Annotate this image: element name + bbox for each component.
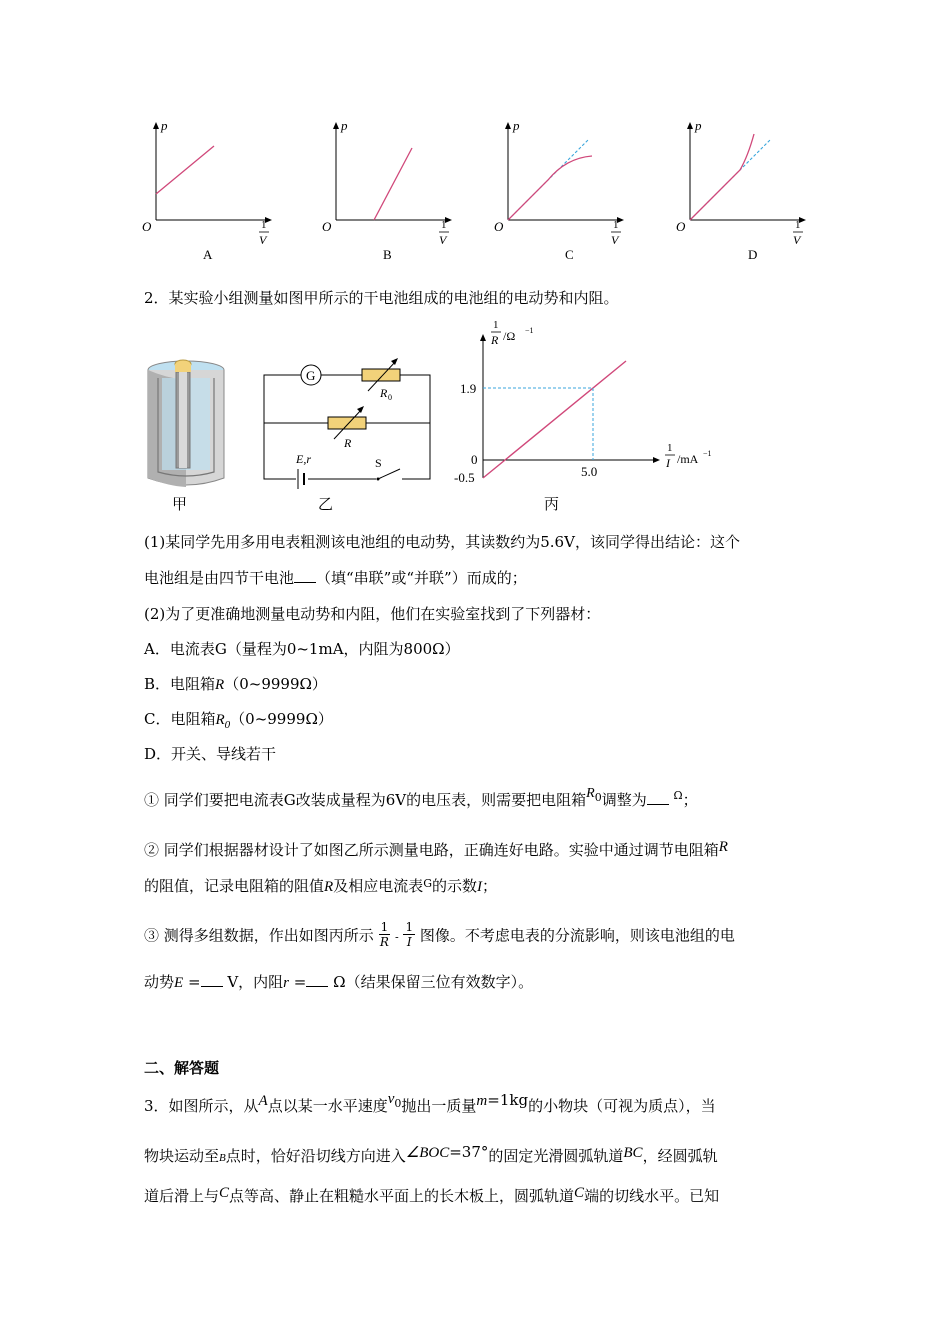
battery-illustration <box>138 350 238 510</box>
graph-label-D: D <box>748 247 758 262</box>
graph-C <box>492 118 632 268</box>
svg-text:V: V <box>611 233 619 247</box>
svg-text:1: 1 <box>613 219 619 231</box>
svg-text:R: R <box>344 436 352 450</box>
answer-blank <box>201 972 223 987</box>
resistor-R <box>328 417 366 429</box>
q3-line-a: 3．如图所示，从A点以某一水平速度$v_0$抛出一质量m=1kg的小物块（可视为质点），当 <box>144 1091 716 1115</box>
graph-A <box>140 118 280 268</box>
svg-text:0: 0 <box>388 393 392 402</box>
svg-text:1: 1 <box>441 219 447 231</box>
svg-text:−1: −1 <box>703 449 712 458</box>
y-label-den: R <box>491 333 499 347</box>
q3-line-c: 道后滑上与C点等高、静止在粗糙水平面上的长木板上，圆弧轨道C端的切线水平。已知 <box>144 1185 720 1205</box>
svg-text:p: p <box>341 118 348 133</box>
resistor-R0 <box>362 369 400 381</box>
svg-text:R: R <box>380 386 388 400</box>
graph-D <box>674 118 814 268</box>
svg-text:G: G <box>306 368 316 383</box>
q3-line-b: 物块运动至B点时，恰好沿切线方向进入∠BOC=37°的固定光滑圆弧轨道BC，经圆弧轨 <box>144 1143 718 1165</box>
svg-text:O: O <box>676 219 686 234</box>
axis-y-label: p <box>161 118 168 133</box>
graph-label-C: C <box>565 247 574 262</box>
answer-blank <box>306 972 328 987</box>
x-label-unit: /mA <box>677 452 699 466</box>
answer-blank <box>647 790 669 805</box>
graph-C-curve <box>508 156 592 220</box>
option-D: D．开关、导线若干 <box>144 745 277 763</box>
graph-B-line <box>374 148 412 220</box>
tick-0: 0 <box>471 452 478 467</box>
tick-5-0: 5.0 <box>581 464 598 479</box>
fig-label-jia: 甲 <box>172 495 188 513</box>
step-2-b: 的阻值，记录电阻箱的阻值R及相应电流表$^G$的示数I； <box>144 877 498 895</box>
option-B: B．电阻箱R（0~9999Ω） <box>144 675 327 693</box>
svg-text:1: 1 <box>795 219 801 231</box>
q2-intro: 2．某实验小组测量如图甲所示的干电池组成的电池组的电动势和内阻。 <box>144 289 619 307</box>
tick-1-9: 1.9 <box>460 381 477 396</box>
option-C: C．电阻箱$R_0(0\sim 9999\Omega)$ <box>144 710 333 731</box>
x-label-num: 1 <box>667 442 673 454</box>
origin-label: O <box>142 219 152 234</box>
graph-label-B: B <box>383 247 392 262</box>
switch-label: S <box>375 456 382 470</box>
graph-B <box>320 118 460 268</box>
section-heading: 二、解答题 <box>144 1059 220 1077</box>
option-A: A．电流表G（量程为0~1mA，内阻为800Ω） <box>144 640 460 658</box>
step-2-a: ② 同学们根据器材设计了如图乙所示测量电路，正确连好电路。实验中通过调节电阻箱R <box>144 839 728 859</box>
circuit-diagram <box>260 355 440 495</box>
y-label-unit: /Ω <box>503 329 516 343</box>
q2-p1-b: 电池组是由四节干电池 （填“串联”或“并联”）而成的； <box>144 569 527 587</box>
battery-label: E,r <box>296 452 311 466</box>
step-3-answer: 动势E = V，内阻r = Ω（结果保留三位有效数字）。 <box>144 973 534 991</box>
fig-label-bing: 丙 <box>544 495 560 513</box>
plot-bing <box>450 318 730 488</box>
x-label-den: I <box>666 456 670 470</box>
svg-text:1: 1 <box>261 219 267 231</box>
y-label-num: 1 <box>493 319 499 331</box>
graph-A-line <box>156 146 214 194</box>
graph-D-curve <box>690 134 754 220</box>
svg-text:−1: −1 <box>525 326 534 335</box>
step-1: ① 同学们要把电流表G改装成量程为6V的电压表，则需要把电阻箱$R_0$调整为 $^\Omega$； <box>144 786 698 809</box>
step-3: ③ 测得多组数据，作出如图丙所示 $\frac{1}{R}$ - $\frac{1}{I}$ 图像。不考虑电表的分流影响，则该电池组的电 <box>144 920 735 949</box>
svg-text:V: V <box>793 233 801 247</box>
svg-text:p: p <box>513 118 520 133</box>
fig-label-yi: 乙 <box>318 495 334 513</box>
q2-p2: (2)为了更准确地测量电动势和内阻，他们在实验室找到了下列器材： <box>144 605 601 623</box>
tick-minus-0-5: -0.5 <box>454 470 475 485</box>
svg-text:V: V <box>439 233 447 247</box>
svg-text:O: O <box>322 219 332 234</box>
q2-p1-a: (1)某同学先用多用电表粗测该电池组的电动势，其读数约为5.6V，该同学得出结论：这个 <box>144 533 740 551</box>
svg-text:p: p <box>695 118 702 133</box>
graph-label-A: A <box>203 247 213 262</box>
svg-text:V: V <box>259 233 267 247</box>
answer-blank <box>294 568 316 583</box>
svg-text:O: O <box>494 219 504 234</box>
